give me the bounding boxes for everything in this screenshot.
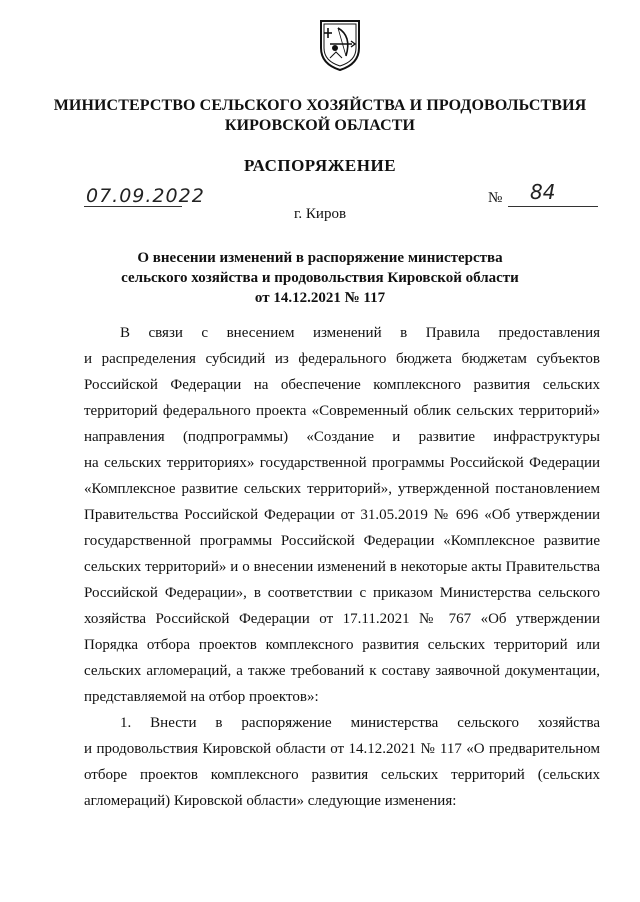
subject-line: О внесении изменений в распоряжение министерства	[137, 250, 503, 266]
text-line: на сельских территориях» государственной программы Российской Федерации	[84, 455, 600, 471]
text-line: государственной программы Российской Федерации «Комплексное развитие	[84, 533, 600, 549]
ministry-name-line1: МИНИСТЕРСТВО СЕЛЬСКОГО ХОЗЯЙСТВА И ПРОДОВОЛЬСТВИЯ	[53, 97, 587, 114]
handwritten-number: 84	[530, 180, 556, 204]
text-line: и продовольствия Кировской области от 14.12.2021 № 117 «О предварительном	[84, 741, 600, 757]
number-label: №	[488, 190, 503, 206]
city: г. Киров	[293, 206, 347, 222]
text-line: Порядка отбора проектов комплексного развития сельских территорий или	[84, 637, 600, 653]
text-line: отборе проектов комплексного развития сельских территорий (сельских	[84, 767, 600, 783]
text-line: Российской Федерации», в соответствии с приказом Министерства сельского	[84, 585, 600, 601]
text-line: и распределения субсидий из федерального бюджета бюджетам субъектов	[84, 351, 600, 367]
text-line: территорий федерального проекта «Современный облик сельских территорий»	[84, 403, 600, 419]
text-line: направления (подпрограммы) «Создание и развитие инфраструктуры	[84, 429, 600, 445]
document-type-title: РАСПОРЯЖЕНИЕ	[243, 156, 397, 175]
text-line: Правительства Российской Федерации от 31.05.2019 № 696 «Об утверждении	[84, 507, 600, 523]
text-line: Российской Федерации на обеспечение комплексного развития сельских	[84, 377, 600, 393]
kirov-coat-of-arms-icon	[318, 18, 362, 72]
ministry-name-line2: КИРОВСКОЙ ОБЛАСТИ	[224, 117, 416, 134]
text-line: представляемой на отбор проектов»:	[84, 689, 319, 705]
handwritten-date: 07.09.2022	[86, 185, 205, 207]
text-line: В связи с внесением изменений в Правила предоставления	[120, 325, 600, 341]
paragraph-preamble	[84, 320, 600, 710]
subject-line: сельского хозяйства и продовольствия Кировской области	[121, 270, 519, 286]
paragraph-item-1	[84, 710, 600, 814]
text-line: хозяйства Российской Федерации от 17.11.2021 № 767 «Об утверждении	[84, 611, 600, 627]
text-line: сельских территорий» и о внесении изменений в некоторые акты Правительства	[84, 559, 600, 575]
text-line: «Комплексное развитие сельских территорий», утвержденной постановлением	[84, 481, 600, 497]
document-subject	[0, 248, 640, 308]
text-line: сельских агломераций, а также требований к составу заявочной документации,	[84, 663, 600, 679]
text-line: агломераций) Кировской области» следующие изменения:	[84, 793, 457, 809]
text-line: 1. Внести в распоряжение министерства сельского хозяйства	[120, 715, 600, 731]
subject-line: от 14.12.2021 № 117	[254, 290, 386, 306]
